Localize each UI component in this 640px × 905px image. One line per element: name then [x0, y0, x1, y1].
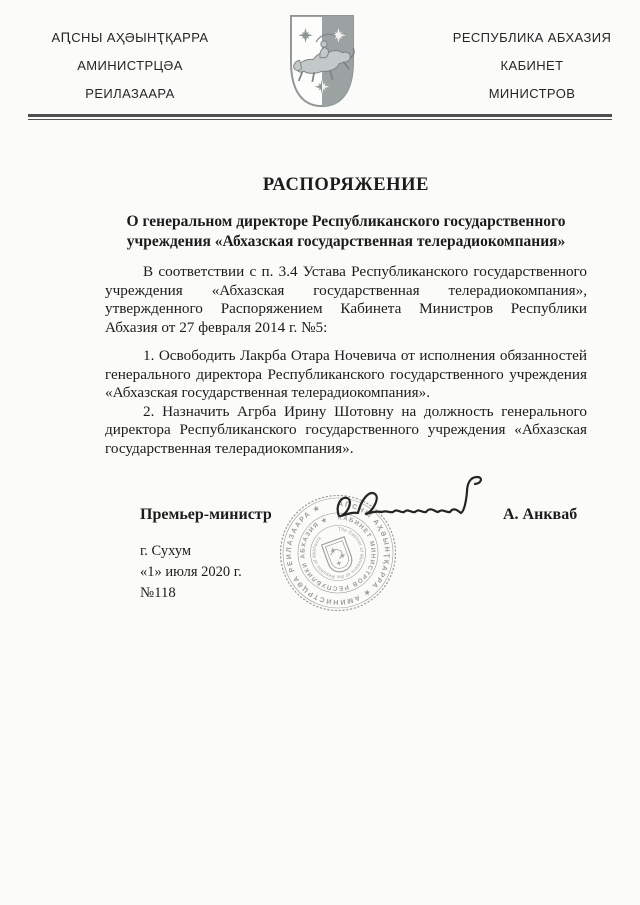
- document-body: [105, 263, 587, 458]
- document-title: РАСПОРЯЖЕНИЕ: [262, 175, 430, 195]
- stamp-center-emblem: [322, 537, 355, 575]
- handwritten-signature: [325, 470, 505, 532]
- letterhead-right-line: КАБИНЕТ: [500, 58, 564, 73]
- document-number: №118: [140, 585, 176, 601]
- stamp-outer-ring-text: АԤСНЫ АҲӘЫНҬҚАРРА ★ АМИНИСТРЦӘА РЕИЛАЗААРА ★: [285, 500, 391, 606]
- letterhead-right-line: МИНИСТРОВ: [488, 86, 576, 101]
- letterhead-right: [421, 24, 640, 108]
- signer-position-title: Премьер-министр: [140, 506, 272, 523]
- stamp-middle-ring-text: КАБИНЕТ МИНИСТРОВ РЕСПУБЛИКИ АБХАЗИЯ ★: [299, 514, 377, 592]
- letterhead-left: [19, 24, 241, 108]
- order-item-1: 1. Освободить Лакрба Отара Ночевича от исполнения обязанностей генерального директора Республиканского государственного учреждения «Абхазская государственная телерадиокомпания».: [105, 347, 587, 401]
- letterhead-right-line: РЕСПУБЛИКА АБХАЗИЯ: [452, 30, 612, 45]
- stamp-inner-ring-text: The Cabinet of Ministers of the Republic of Abkhazia: [311, 526, 365, 580]
- order-item-2: 2. Назначить Агрба Ирину Шотовну на должность генерального директора Республиканского государственного учреждения «Абхазская государственная телерадиокомпания».: [105, 402, 587, 457]
- preamble-paragraph: В соответствии с п. 3.4 Устава Республиканского государственного учреждения «Абхазская государственная телерадиокомпания», утвержденного Распоряжением Кабинета Министров Республики Абхазия от 27 февраля 2014 г. №5:: [105, 263, 587, 336]
- letterhead-left-line: АМИНИСТРЦӘА: [77, 58, 183, 73]
- place-line: г. Сухум: [140, 543, 192, 559]
- letterhead-left-line: РЕИЛАЗААРА: [85, 86, 175, 101]
- letterhead-divider-rule: [28, 114, 612, 120]
- date-line: «1» июля 2020 г.: [140, 564, 242, 580]
- signer-name: А. Анкваб: [503, 506, 578, 523]
- document-subject: О генеральном директоре Республиканского государственного учреждения «Абхазская государственная телерадиокомпания»: [126, 213, 566, 250]
- letterhead-left-line: АԤСНЫ АҲӘЫНҬҚАРРА: [51, 30, 209, 45]
- coat-of-arms-icon: [286, 13, 358, 115]
